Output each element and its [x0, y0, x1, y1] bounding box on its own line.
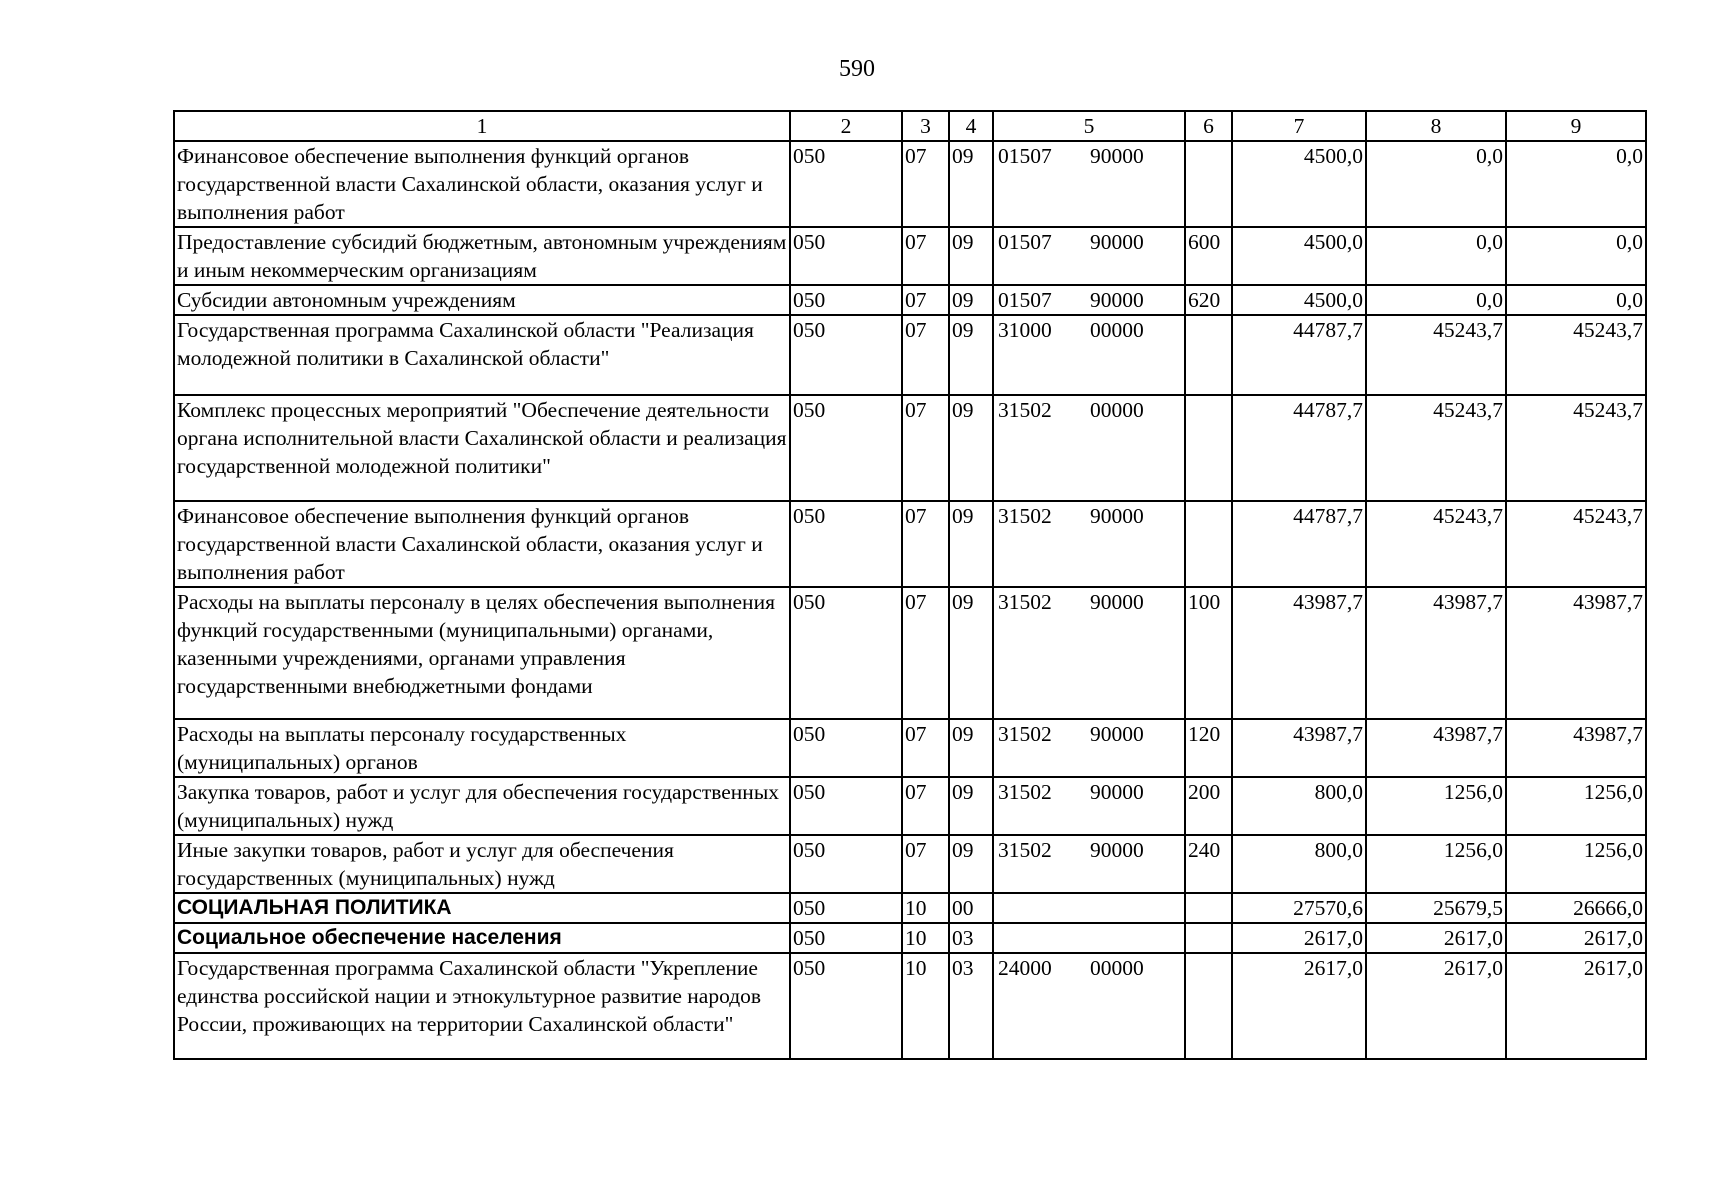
row-code-col2: 050: [790, 719, 902, 777]
row-amount-col7: 43987,7: [1232, 587, 1366, 719]
row-description: Финансовое обеспечение выполнения функций органов государственной власти Сахалинской области, оказания услуг и выполнения работ: [174, 141, 790, 227]
row-code-col6: 620: [1185, 285, 1232, 315]
row-description: Государственная программа Сахалинской области "Укрепление единства российской нации и этнокультурное развитие народов России, проживающих на территории Сахалинской области": [174, 953, 790, 1059]
row-code-col6: 200: [1185, 777, 1232, 835]
header-cell-2: 2: [790, 111, 902, 141]
row-code-col5: [993, 893, 1185, 923]
header-cell-3: 3: [902, 111, 949, 141]
row-code-col4: 03: [949, 923, 993, 953]
row-code-col3: 07: [902, 315, 949, 395]
row-code-col2: 050: [790, 923, 902, 953]
row-description: Комплекс процессных мероприятий "Обеспечение деятельности органа исполнительной власти Сахалинской области и реализация государственной молодежной политики": [174, 395, 790, 501]
row-amount-col7: 4500,0: [1232, 141, 1366, 227]
row-amount-col8: 45243,7: [1366, 395, 1506, 501]
row-code-col3: 07: [902, 587, 949, 719]
row-amount-col9: 43987,7: [1506, 587, 1646, 719]
row-code-col5: [993, 923, 1185, 953]
row-program-code: 31502: [998, 838, 1052, 862]
row-description: Иные закупки товаров, работ и услуг для обеспечения государственных (муниципальных) нужд: [174, 835, 790, 893]
row-program-code: 01507: [998, 230, 1052, 254]
row-code-col5: [993, 953, 1185, 1059]
header-cell-1: 1: [174, 111, 790, 141]
row-amount-col9: 0,0: [1506, 285, 1646, 315]
row-code-col6: [1185, 315, 1232, 395]
row-code-col4: 09: [949, 227, 993, 285]
row-code-col6: 600: [1185, 227, 1232, 285]
row-description: Закупка товаров, работ и услуг для обеспечения государственных (муниципальных) нужд: [174, 777, 790, 835]
row-amount-col9: 2617,0: [1506, 953, 1646, 1059]
table-row: [174, 893, 1646, 923]
table-row: [174, 587, 1646, 719]
row-code-col4: 09: [949, 285, 993, 315]
row-program-code: 01507: [998, 288, 1052, 312]
row-amount-col8: 25679,5: [1366, 893, 1506, 923]
row-direction-code: 90000: [1090, 504, 1144, 528]
row-code-col6: [1185, 953, 1232, 1059]
row-amount-col8: 0,0: [1366, 285, 1506, 315]
row-program-code: 24000: [998, 956, 1052, 980]
row-amount-col9: 1256,0: [1506, 777, 1646, 835]
row-code-col4: 09: [949, 719, 993, 777]
table-row: [174, 285, 1646, 315]
row-amount-col8: 0,0: [1366, 141, 1506, 227]
row-program-code: 31502: [998, 590, 1052, 614]
row-code-col6: [1185, 923, 1232, 953]
row-amount-col7: 44787,7: [1232, 395, 1366, 501]
row-amount-col7: 2617,0: [1232, 923, 1366, 953]
table-row: [174, 777, 1646, 835]
row-code-col6: 240: [1185, 835, 1232, 893]
table-row: [174, 923, 1646, 953]
table-row: [174, 315, 1646, 395]
row-program-code: 31502: [998, 504, 1052, 528]
row-code-col2: 050: [790, 587, 902, 719]
row-code-col4: 09: [949, 141, 993, 227]
row-code-col3: 07: [902, 395, 949, 501]
row-code-col4: 09: [949, 315, 993, 395]
row-direction-code: 90000: [1090, 722, 1144, 746]
row-amount-col8: 43987,7: [1366, 587, 1506, 719]
row-code-col6: [1185, 893, 1232, 923]
header-cell-7: 7: [1232, 111, 1366, 141]
row-code-col4: 09: [949, 587, 993, 719]
row-amount-col8: 45243,7: [1366, 501, 1506, 587]
row-amount-col9: 26666,0: [1506, 893, 1646, 923]
row-code-col3: 10: [902, 893, 949, 923]
row-code-col2: 050: [790, 835, 902, 893]
row-amount-col7: 800,0: [1232, 777, 1366, 835]
row-code-col3: 07: [902, 141, 949, 227]
row-code-col6: 100: [1185, 587, 1232, 719]
row-code-col3: 07: [902, 777, 949, 835]
row-code-col2: 050: [790, 285, 902, 315]
row-program-code: 31502: [998, 398, 1052, 422]
row-amount-col9: 45243,7: [1506, 395, 1646, 501]
row-description: Предоставление субсидий бюджетным, автономным учреждениям и иным некоммерческим организациям: [174, 227, 790, 285]
row-description: Финансовое обеспечение выполнения функций органов государственной власти Сахалинской области, оказания услуг и выполнения работ: [174, 501, 790, 587]
table-header-row: [174, 111, 1646, 141]
row-code-col4: 00: [949, 893, 993, 923]
row-code-col2: 050: [790, 501, 902, 587]
row-code-col6: 120: [1185, 719, 1232, 777]
header-cell-5: 5: [993, 111, 1185, 141]
row-description: СОЦИАЛЬНАЯ ПОЛИТИКА: [174, 893, 790, 923]
row-code-col6: [1185, 141, 1232, 227]
row-code-col5: [993, 587, 1185, 719]
header-cell-8: 8: [1366, 111, 1506, 141]
row-amount-col9: 45243,7: [1506, 315, 1646, 395]
table-body: [174, 141, 1646, 1059]
row-amount-col9: 2617,0: [1506, 923, 1646, 953]
row-amount-col7: 4500,0: [1232, 227, 1366, 285]
row-amount-col7: 2617,0: [1232, 953, 1366, 1059]
row-description: Социальное обеспечение населения: [174, 923, 790, 953]
table-row: [174, 141, 1646, 227]
row-direction-code: 90000: [1090, 838, 1144, 862]
row-direction-code: 00000: [1090, 398, 1144, 422]
row-code-col5: [993, 315, 1185, 395]
row-code-col4: 09: [949, 501, 993, 587]
row-direction-code: 90000: [1090, 288, 1144, 312]
row-code-col5: [993, 501, 1185, 587]
header-cell-6: 6: [1185, 111, 1232, 141]
row-code-col5: [993, 835, 1185, 893]
row-direction-code: 90000: [1090, 780, 1144, 804]
row-amount-col9: 0,0: [1506, 227, 1646, 285]
row-amount-col7: 44787,7: [1232, 501, 1366, 587]
row-program-code: 31000: [998, 318, 1052, 342]
row-code-col2: 050: [790, 777, 902, 835]
row-amount-col8: 2617,0: [1366, 923, 1506, 953]
row-direction-code: 00000: [1090, 956, 1144, 980]
row-direction-code: 00000: [1090, 318, 1144, 342]
row-amount-col8: 0,0: [1366, 227, 1506, 285]
row-code-col2: 050: [790, 893, 902, 923]
row-amount-col9: 0,0: [1506, 141, 1646, 227]
row-amount-col8: 43987,7: [1366, 719, 1506, 777]
table-row: [174, 501, 1646, 587]
row-code-col2: 050: [790, 395, 902, 501]
row-code-col6: [1185, 395, 1232, 501]
row-program-code: 31502: [998, 722, 1052, 746]
row-code-col5: [993, 227, 1185, 285]
header-cell-4: 4: [949, 111, 993, 141]
row-code-col2: 050: [790, 141, 902, 227]
header-cell-9: 9: [1506, 111, 1646, 141]
row-direction-code: 90000: [1090, 144, 1144, 168]
page-number: 590: [839, 56, 875, 82]
row-description: Государственная программа Сахалинской области "Реализация молодежной политики в Сахалинской области": [174, 315, 790, 395]
table-row: [174, 835, 1646, 893]
row-amount-col9: 1256,0: [1506, 835, 1646, 893]
row-amount-col7: 800,0: [1232, 835, 1366, 893]
row-amount-col8: 1256,0: [1366, 835, 1506, 893]
table-row: [174, 227, 1646, 285]
row-description: Расходы на выплаты персоналу государственных (муниципальных) органов: [174, 719, 790, 777]
budget-table: [173, 110, 1647, 1060]
table-row: [174, 395, 1646, 501]
row-code-col5: [993, 395, 1185, 501]
row-code-col5: [993, 285, 1185, 315]
row-amount-col7: 44787,7: [1232, 315, 1366, 395]
row-amount-col7: 43987,7: [1232, 719, 1366, 777]
row-code-col3: 07: [902, 227, 949, 285]
row-description: Субсидии автономным учреждениям: [174, 285, 790, 315]
row-amount-col9: 45243,7: [1506, 501, 1646, 587]
row-code-col4: 09: [949, 395, 993, 501]
row-amount-col9: 43987,7: [1506, 719, 1646, 777]
row-code-col4: 09: [949, 835, 993, 893]
row-amount-col8: 45243,7: [1366, 315, 1506, 395]
row-code-col3: 07: [902, 835, 949, 893]
row-code-col3: 07: [902, 501, 949, 587]
row-amount-col8: 2617,0: [1366, 953, 1506, 1059]
row-code-col5: [993, 719, 1185, 777]
row-direction-code: 90000: [1090, 230, 1144, 254]
row-code-col6: [1185, 501, 1232, 587]
row-code-col3: 10: [902, 953, 949, 1059]
row-code-col2: 050: [790, 953, 902, 1059]
row-code-col3: 07: [902, 719, 949, 777]
row-code-col3: 07: [902, 285, 949, 315]
row-code-col4: 03: [949, 953, 993, 1059]
row-program-code: 31502: [998, 780, 1052, 804]
table-row: [174, 953, 1646, 1059]
table-row: [174, 719, 1646, 777]
row-direction-code: 90000: [1090, 590, 1144, 614]
row-code-col4: 09: [949, 777, 993, 835]
row-description: Расходы на выплаты персоналу в целях обеспечения выполнения функций государственными (муниципальными) органами, казенными учреждениями, органами управления государственными внебюджетными фондами: [174, 587, 790, 719]
row-code-col5: [993, 141, 1185, 227]
row-code-col5: [993, 777, 1185, 835]
row-code-col2: 050: [790, 227, 902, 285]
row-amount-col8: 1256,0: [1366, 777, 1506, 835]
row-code-col2: 050: [790, 315, 902, 395]
row-program-code: 01507: [998, 144, 1052, 168]
row-code-col3: 10: [902, 923, 949, 953]
row-amount-col7: 27570,6: [1232, 893, 1366, 923]
row-amount-col7: 4500,0: [1232, 285, 1366, 315]
